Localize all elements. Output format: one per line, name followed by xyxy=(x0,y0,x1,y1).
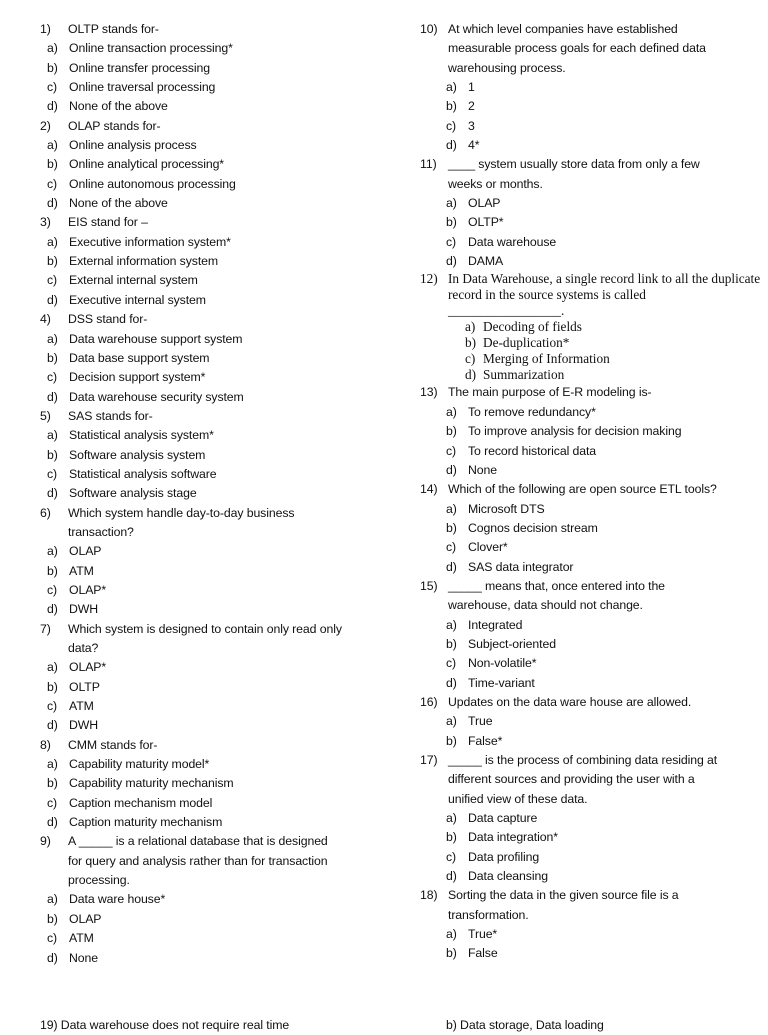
option-letter: d) xyxy=(446,462,457,477)
option-letter: b) xyxy=(47,776,58,791)
answer-option xyxy=(40,155,380,174)
answer-option xyxy=(420,335,768,351)
question-text-continued: transformation. xyxy=(448,907,529,922)
option-text: Caption mechanism model xyxy=(69,795,213,810)
question-line: EIS stand for – xyxy=(68,215,148,230)
option-text: 4* xyxy=(468,138,480,153)
question-number: 2) xyxy=(40,118,51,133)
option-text: Online transaction processing* xyxy=(69,41,233,56)
option-text: Data warehouse xyxy=(468,234,557,249)
answer-option xyxy=(40,291,380,310)
option-letter: a) xyxy=(47,234,58,249)
question-block xyxy=(40,117,380,214)
option-text: OLTP xyxy=(69,679,100,694)
option-letter: b) xyxy=(446,424,457,439)
question-text xyxy=(40,117,380,136)
option-letter: a) xyxy=(47,428,58,443)
answer-option xyxy=(40,774,380,793)
option-letter: c) xyxy=(47,931,58,946)
option-text: False* xyxy=(468,733,503,748)
option-text: Statistical analysis system* xyxy=(69,428,214,443)
right-column xyxy=(420,20,768,964)
option-letter: c) xyxy=(47,273,58,288)
question-block xyxy=(40,504,380,620)
answer-option xyxy=(420,233,768,252)
question-text-continued: processing. xyxy=(68,873,130,888)
option-text: OLAP xyxy=(69,911,102,926)
option-letter: a) xyxy=(446,501,457,516)
answer-option xyxy=(40,465,380,484)
option-letter: c) xyxy=(47,176,58,191)
answer-option xyxy=(420,848,768,867)
question-block xyxy=(40,832,380,967)
option-letter: d) xyxy=(47,486,58,501)
question-line: Sorting the data in the given source file is a xyxy=(448,888,679,903)
answer-option xyxy=(40,813,380,832)
option-text: Time-variant xyxy=(468,675,535,690)
option-text: OLTP* xyxy=(468,215,504,230)
option-text: OLAP* xyxy=(69,582,107,597)
question-text xyxy=(40,504,380,523)
option-letter: b) xyxy=(47,911,58,926)
option-text: 2 xyxy=(468,99,475,114)
question-text-continued: measurable process goals for each defined data xyxy=(448,41,706,56)
cut-off-question-19: 19) Data warehouse does not require real time xyxy=(40,1018,290,1032)
answer-option xyxy=(420,194,768,213)
question-text xyxy=(420,383,768,402)
answer-option xyxy=(40,252,380,271)
question-text-continued: for query and analysis rather than for transaction xyxy=(68,853,328,868)
answer-option xyxy=(420,809,768,828)
question-text-continued: data? xyxy=(68,641,99,655)
option-letter: b) xyxy=(446,520,457,535)
question-line: OLAP stands for- xyxy=(68,118,161,133)
question-text xyxy=(420,577,768,596)
question-block xyxy=(420,693,768,751)
option-text: DWH xyxy=(69,718,99,733)
answer-option xyxy=(420,422,768,441)
answer-option xyxy=(420,616,768,635)
question-text-continued: warehouse, data should not change. xyxy=(448,598,643,613)
option-text: Software analysis stage xyxy=(69,486,197,501)
option-letter: c) xyxy=(47,582,58,597)
question-number: 18) xyxy=(420,888,438,903)
option-text: Decision support system* xyxy=(69,370,206,385)
question-line: In Data Warehouse, a single record link to all the duplicate xyxy=(448,271,761,287)
question-text xyxy=(40,407,380,426)
question-line: Which system is designed to contain only read only xyxy=(68,621,342,636)
option-text: Microsoft DTS xyxy=(468,501,545,516)
question-text xyxy=(40,832,380,851)
answer-option xyxy=(40,890,380,909)
question-line: OLTP stands for- xyxy=(68,22,159,36)
answer-option xyxy=(420,252,768,271)
option-text: Subject-oriented xyxy=(468,636,556,651)
option-letter: a) xyxy=(446,80,457,95)
question-block xyxy=(420,383,768,480)
option-letter: a) xyxy=(446,617,457,632)
option-letter: b) xyxy=(446,636,457,651)
option-letter: d) xyxy=(446,138,457,153)
answer-option xyxy=(420,654,768,673)
answer-option xyxy=(40,949,380,968)
answer-option xyxy=(420,828,768,847)
option-letter: b) xyxy=(446,946,457,961)
option-letter: d) xyxy=(446,869,457,884)
question-number: 3) xyxy=(40,215,51,230)
option-text: External information system xyxy=(69,254,219,269)
option-letter: c) xyxy=(446,849,457,864)
answer-option xyxy=(40,716,380,735)
answer-option xyxy=(420,78,768,97)
answer-option xyxy=(420,500,768,519)
answer-option xyxy=(40,542,380,561)
option-letter: a) xyxy=(446,404,457,419)
question-text xyxy=(420,155,768,174)
answer-option xyxy=(40,697,380,716)
question-number: 8) xyxy=(40,737,51,752)
answer-option xyxy=(40,755,380,774)
question-number: 7) xyxy=(40,621,51,636)
question-line: DSS stand for- xyxy=(68,312,148,327)
option-text: Executive information system* xyxy=(69,234,231,249)
question-block xyxy=(420,271,768,383)
option-text: Non-volatile* xyxy=(468,656,537,671)
answer-option xyxy=(40,658,380,677)
question-number: 12) xyxy=(420,271,438,287)
option-letter: a) xyxy=(47,331,58,346)
answer-option xyxy=(40,910,380,929)
option-text: OLAP xyxy=(468,196,501,211)
option-letter: a) xyxy=(446,714,457,729)
option-text: Data integration* xyxy=(468,830,558,845)
option-letter: b) xyxy=(446,99,457,114)
question-number: 16) xyxy=(420,694,438,709)
question-text-continued: warehousing process. xyxy=(448,60,566,75)
option-letter: c) xyxy=(47,370,58,385)
option-text: 3 xyxy=(468,118,475,133)
question-block xyxy=(420,20,768,155)
question-number: 1) xyxy=(40,22,51,36)
question-line: At which level companies have established xyxy=(448,22,678,36)
option-text: DAMA xyxy=(468,254,504,269)
option-letter: d) xyxy=(47,815,58,830)
answer-option xyxy=(420,867,768,886)
answer-option xyxy=(420,117,768,136)
option-letter: b) xyxy=(47,254,58,269)
option-text: None xyxy=(468,462,497,477)
option-letter: d) xyxy=(47,292,58,307)
answer-option xyxy=(40,929,380,948)
option-text: Data warehouse support system xyxy=(69,331,243,346)
answer-option xyxy=(420,97,768,116)
option-text: External internal system xyxy=(69,273,198,288)
answer-option xyxy=(420,538,768,557)
option-letter: d) xyxy=(47,602,58,617)
option-letter: a) xyxy=(47,138,58,153)
answer-option xyxy=(420,925,768,944)
answer-option xyxy=(420,213,768,232)
option-text: To record historical data xyxy=(468,443,597,458)
option-text: To remove redundancy* xyxy=(468,404,596,419)
option-letter: d) xyxy=(465,367,477,383)
answer-option xyxy=(40,271,380,290)
option-letter: a) xyxy=(47,660,58,675)
answer-option xyxy=(420,461,768,480)
answer-option xyxy=(40,368,380,387)
option-letter: d) xyxy=(47,196,58,211)
answer-option xyxy=(420,136,768,155)
question-text xyxy=(420,480,768,499)
answer-option xyxy=(40,446,380,465)
question-block xyxy=(420,577,768,693)
option-text: Decoding of fields xyxy=(483,319,582,335)
answer-option xyxy=(420,635,768,654)
answer-option xyxy=(40,59,380,78)
option-text: Data base support system xyxy=(69,350,210,365)
answer-option xyxy=(40,233,380,252)
option-letter: b) xyxy=(47,447,58,462)
option-letter: b) xyxy=(47,563,58,578)
question-text xyxy=(40,310,380,329)
question-line: A _____ is a relational database that is designed xyxy=(68,834,328,849)
option-letter: c) xyxy=(446,540,457,555)
option-text: True* xyxy=(468,927,498,942)
answer-option xyxy=(420,442,768,461)
question-line: The main purpose of E-R modeling is- xyxy=(448,385,652,400)
option-letter: a) xyxy=(47,757,58,772)
left-column xyxy=(40,20,380,968)
answer-option xyxy=(40,484,380,503)
option-text: Online analysis process xyxy=(69,138,197,153)
option-text: Cognos decision stream xyxy=(468,520,598,535)
question-number: 10) xyxy=(420,22,438,36)
option-letter: c) xyxy=(446,443,457,458)
question-number: 14) xyxy=(420,482,438,497)
answer-option xyxy=(420,367,768,383)
option-letter: b) xyxy=(47,157,58,172)
answer-option xyxy=(420,732,768,751)
option-letter: c) xyxy=(446,234,457,249)
option-letter: a) xyxy=(465,319,476,335)
question-text-continued: record in the source systems is called xyxy=(448,287,646,303)
question-line: _____ is the process of combining data residing at xyxy=(448,753,718,767)
option-text: Clover* xyxy=(468,540,508,555)
option-text: Data capture xyxy=(468,811,538,826)
question-number: 9) xyxy=(40,834,51,849)
option-text: DWH xyxy=(69,602,99,617)
option-letter: c) xyxy=(47,466,58,481)
option-text: Online traversal processing xyxy=(69,80,216,95)
option-text: True xyxy=(468,714,493,729)
answer-option xyxy=(420,712,768,731)
option-letter: c) xyxy=(47,699,58,714)
option-letter: d) xyxy=(446,559,457,574)
option-letter: b) xyxy=(47,350,58,365)
option-letter: b) xyxy=(446,215,457,230)
question-line: Which of the following are open source ETL tools? xyxy=(448,482,717,497)
option-text: To improve analysis for decision making xyxy=(468,424,682,439)
option-letter: a) xyxy=(446,196,457,211)
option-letter: d) xyxy=(47,718,58,733)
option-letter: a) xyxy=(47,892,58,907)
option-letter: a) xyxy=(47,41,58,56)
option-text: Capability maturity model* xyxy=(69,757,210,772)
option-text: False xyxy=(468,946,498,961)
option-letter: b) xyxy=(446,733,457,748)
option-text: Integrated xyxy=(468,617,523,632)
question-block xyxy=(420,751,768,886)
option-text: Online analytical processing* xyxy=(69,157,224,172)
question-text-continued: weeks or months. xyxy=(448,176,543,191)
question-number: 4) xyxy=(40,312,51,327)
option-text: Data cleansing xyxy=(468,869,548,884)
option-text: ATM xyxy=(69,931,94,946)
answer-option xyxy=(420,519,768,538)
answer-option xyxy=(40,349,380,368)
option-text: None xyxy=(69,950,98,965)
answer-option xyxy=(40,136,380,155)
question-line: Which system handle day-to-day business xyxy=(68,505,295,520)
question-text xyxy=(40,736,380,755)
option-text: OLAP xyxy=(69,544,102,559)
question-text xyxy=(40,213,380,232)
option-text: 1 xyxy=(468,80,475,95)
question-text xyxy=(420,20,768,39)
answer-option xyxy=(40,426,380,445)
option-letter: a) xyxy=(446,927,457,942)
answer-option xyxy=(40,175,380,194)
question-line: ____ system usually store data from only a few xyxy=(448,157,700,172)
answer-option xyxy=(420,558,768,577)
option-text: Caption maturity mechanism xyxy=(69,815,223,830)
option-text: None of the above xyxy=(69,99,168,114)
question-text xyxy=(40,20,380,39)
option-text: OLAP* xyxy=(69,660,107,675)
option-text: Executive internal system xyxy=(69,292,206,307)
answer-option xyxy=(40,600,380,619)
question-line: Updates on the data ware house are allowed. xyxy=(448,694,692,709)
question-block xyxy=(40,213,380,310)
question-text-continued: transaction? xyxy=(68,524,134,539)
question-block xyxy=(40,310,380,407)
option-letter: a) xyxy=(446,811,457,826)
option-text: Summarization xyxy=(483,367,565,383)
answer-option xyxy=(40,39,380,58)
option-letter: d) xyxy=(47,99,58,114)
option-letter: c) xyxy=(47,80,58,95)
option-text: SAS data integrator xyxy=(468,559,574,574)
option-letter: c) xyxy=(47,795,58,810)
option-text: De-duplication* xyxy=(483,335,570,351)
question-text xyxy=(420,751,768,770)
question-text xyxy=(40,620,380,639)
question-number: 11) xyxy=(420,157,437,172)
answer-option xyxy=(40,581,380,600)
question-block xyxy=(420,886,768,963)
question-text-continued: _________________. xyxy=(448,303,565,319)
answer-option xyxy=(420,944,768,963)
cut-off-option-text: b) Data storage, Data loading xyxy=(446,1018,604,1032)
answer-option xyxy=(420,319,768,335)
option-text: ATM xyxy=(69,699,94,714)
answer-option xyxy=(40,562,380,581)
answer-option xyxy=(40,78,380,97)
answer-option xyxy=(40,678,380,697)
option-text: Software analysis system xyxy=(69,447,206,462)
answer-option xyxy=(40,194,380,213)
question-line: _____ means that, once entered into the xyxy=(448,578,665,593)
option-letter: b) xyxy=(465,335,477,351)
option-letter: d) xyxy=(446,254,457,269)
option-text: Capability maturity mechanism xyxy=(69,776,234,791)
question-block xyxy=(40,20,380,117)
question-text xyxy=(420,886,768,905)
option-letter: c) xyxy=(465,351,476,367)
question-text xyxy=(420,271,768,287)
answer-option xyxy=(40,97,380,116)
option-letter: b) xyxy=(446,830,457,845)
question-number: 15) xyxy=(420,578,438,593)
option-text: Online transfer processing xyxy=(69,60,210,75)
option-text: Merging of Information xyxy=(483,351,610,367)
question-number: 6) xyxy=(40,505,51,520)
question-block xyxy=(420,155,768,271)
question-block xyxy=(40,620,380,736)
option-letter: d) xyxy=(47,950,58,965)
question-text-continued: different sources and providing the user with a xyxy=(448,772,695,787)
option-text: Data profiling xyxy=(468,849,540,864)
question-block xyxy=(40,736,380,833)
option-letter: b) xyxy=(47,60,58,75)
option-letter: c) xyxy=(446,656,457,671)
option-text: Statistical analysis software xyxy=(69,466,217,481)
question-text xyxy=(420,693,768,712)
question-line: SAS stands for- xyxy=(68,408,153,423)
option-letter: b) xyxy=(47,679,58,694)
option-text: None of the above xyxy=(69,196,168,211)
question-line: CMM stands for- xyxy=(68,737,158,752)
answer-option xyxy=(420,403,768,422)
option-text: Data warehouse security system xyxy=(69,389,244,404)
option-letter: d) xyxy=(47,389,58,404)
answer-option xyxy=(420,351,768,367)
option-text: ATM xyxy=(69,563,94,578)
question-number: 5) xyxy=(40,408,51,423)
option-letter: d) xyxy=(446,675,457,690)
question-number: 17) xyxy=(420,753,438,767)
answer-option xyxy=(40,388,380,407)
option-text: Data ware house* xyxy=(69,892,166,907)
option-letter: a) xyxy=(47,544,58,559)
answer-option xyxy=(40,794,380,813)
question-block xyxy=(40,407,380,504)
question-text-continued: unified view of these data. xyxy=(448,791,588,806)
question-block xyxy=(420,480,768,577)
answer-option xyxy=(420,674,768,693)
option-text: Online autonomous processing xyxy=(69,176,236,191)
option-letter: c) xyxy=(446,118,457,133)
question-number: 13) xyxy=(420,385,438,400)
answer-option xyxy=(40,330,380,349)
